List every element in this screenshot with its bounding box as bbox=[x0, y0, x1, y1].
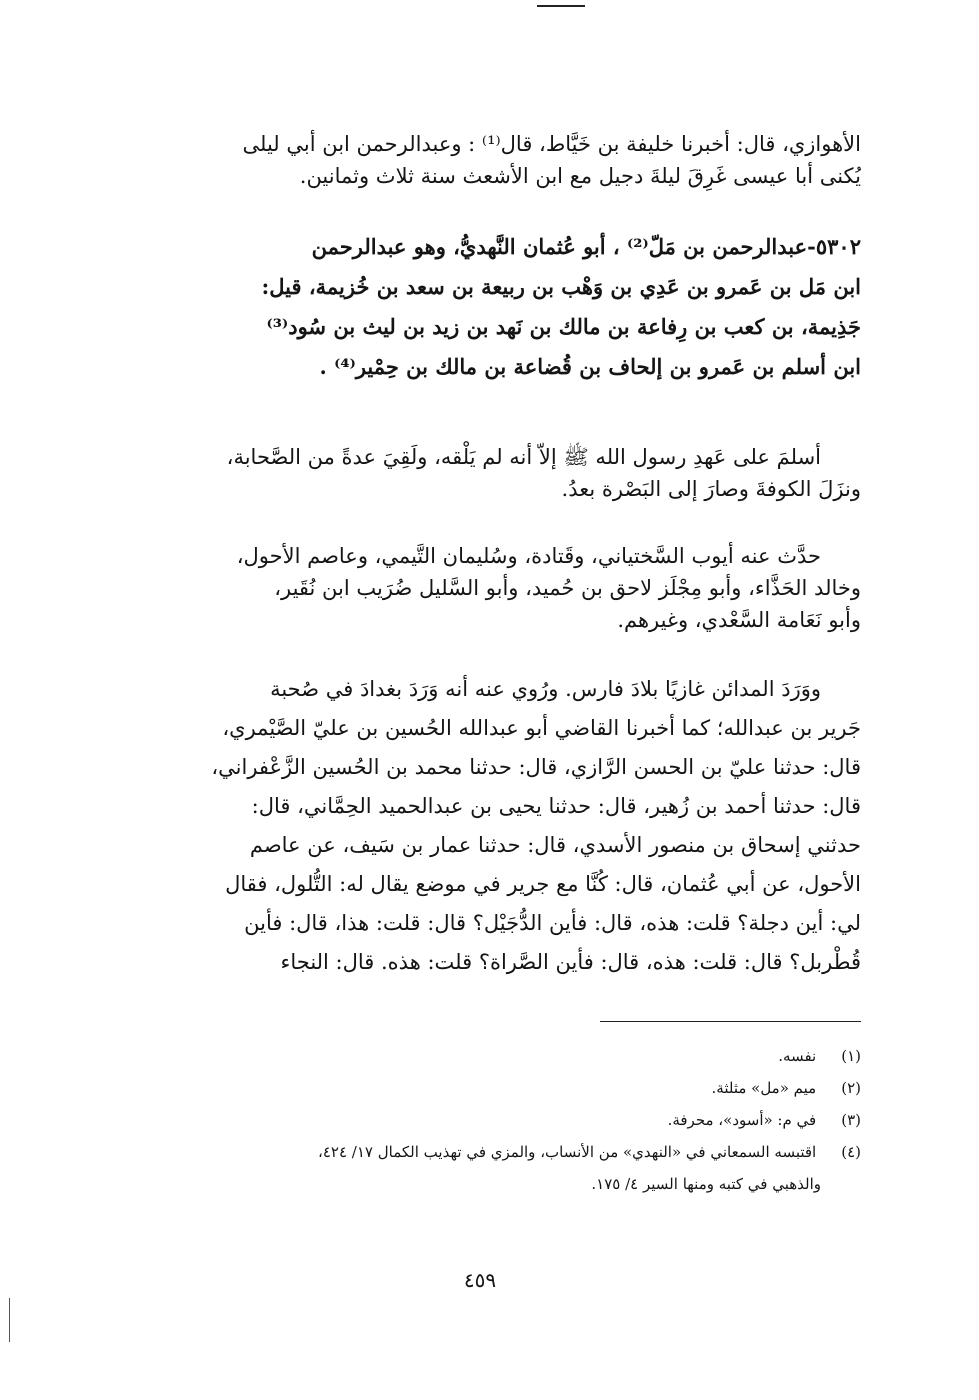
text-line: قال: حدثنا عليّ بن الحسن الرَّازي، قال: حدثنا محمد بن الحُسين الزَّعْفراني، bbox=[211, 755, 861, 779]
text-line: الأحول، عن أبي عُثمان، قال: كُنَّا مع جرير في موضع يقال له: التُّلول، فقال bbox=[225, 872, 861, 896]
entry-heading-line: ابن أسلم بن عَمرو بن إلحاف بن قُضاعة بن مالك بن حِمْير⁽⁴⁾ . bbox=[319, 354, 861, 379]
footnote-number: (٣) bbox=[841, 1111, 861, 1129]
paragraph-baghdad bbox=[148, 670, 861, 982]
footnote bbox=[140, 1136, 861, 1168]
text-line: وخالد الحَذَّاء، وأبو مِجْلَز لاحق بن حُميد، وأبو السَّليل ضُرَيب ابن نُقَير، bbox=[274, 576, 861, 600]
footnote-continuation: والذهبي في كتبه ومنها السير ٤/ ١٧٥. bbox=[591, 1175, 821, 1193]
entry-heading bbox=[148, 227, 861, 387]
entry-heading-line: ٥٣٠٢-عبدالرحمن بن مَلّ⁽²⁾ ، أبو عُثمان النَّهديُّ، وهو عبدالرحمن bbox=[311, 234, 861, 259]
text-line: يُكنى أبا عيسى غَرِقَ ليلةَ دجيل مع ابن الأشعث سنة ثلاث وثمانين. bbox=[299, 164, 861, 188]
text-line: حدَّث عنه أيوب السَّختياني، وقَتادة، وسُليمان التَّيمي، وعاصم الأحول، bbox=[236, 544, 821, 568]
footnote-number: (٤) bbox=[841, 1143, 861, 1161]
scan-margin-line bbox=[9, 1298, 10, 1342]
text-line: ووَرَدَ المدائن غازيًا بلادَ فارس. ورُوي عنه أنه وَرَدَ بغدادَ في صُحبة bbox=[270, 677, 821, 701]
page-number: ٤٥٩ bbox=[463, 1268, 497, 1292]
text-line: الأهوازي، قال: أخبرنا خليفة بن خَيَّاط، قال⁽¹⁾ : وعبدالرحمن ابن أبي ليلى bbox=[242, 132, 861, 156]
footnote bbox=[140, 1104, 861, 1136]
text-line: قال: حدثنا أحمد بن زُهير، قال: حدثنا يحيى بن عبدالحميد الحِمَّاني، قال: bbox=[251, 794, 861, 818]
footnote-text: في م: «أسود»، محرفة. bbox=[667, 1111, 817, 1129]
text-line: ونزَلَ الكوفةَ وصارَ إلى البَصْرة بعدُ. bbox=[561, 477, 861, 501]
footnote bbox=[140, 1040, 861, 1072]
footnote-text: ميم «مل» مثلثة. bbox=[711, 1079, 817, 1097]
text-line: جَرير بن عبدالله؛ كما أخبرنا القاضي أبو عبدالله الحُسين بن عليّ الصَّيْمري، bbox=[222, 716, 861, 740]
footnote bbox=[140, 1072, 861, 1104]
footnote-separator bbox=[600, 1021, 861, 1022]
paragraph-conversion bbox=[148, 441, 861, 505]
entry-heading-line: ابن مَل بن عَمرو بن عَدِي بن وَهْب بن ربيعة بن سعد بن خُزيمة، قيل: bbox=[261, 274, 861, 299]
footnote-text: نفسه. bbox=[778, 1047, 817, 1065]
footnotes bbox=[140, 1040, 861, 1200]
footnote-number: (٢) bbox=[841, 1079, 861, 1097]
top-rule bbox=[537, 5, 585, 7]
entry-heading-line: جَذِيمة، بن كعب بن رِفاعة بن مالك بن نَهد بن زيد بن ليث بن سُود⁽³⁾ bbox=[266, 314, 861, 339]
text-line: قُطْربل؟ قال: قلت: هذه، قال: فأين الصَّراة؟ قلت: هذه. قال: النجاء bbox=[280, 950, 861, 974]
text-line: وأبو نَعَامة السَّعْدي، وغيرهم. bbox=[617, 608, 861, 632]
text-line: حدثني إسحاق بن منصور الأسدي، قال: حدثنا عمار بن سَيف، عن عاصم bbox=[249, 833, 861, 857]
footnote-text: اقتبسه السمعاني في «النهدي» من الأنساب، والمزي في تهذيب الكمال ١٧/ ٤٢٤، bbox=[318, 1143, 817, 1161]
text-line: أسلمَ على عَهدِ رسول الله ﷺ إلاّ أنه لم يَلْقه، ولَقِيَ عدةً من الصَّحابة، bbox=[226, 445, 821, 469]
paragraph-narrators bbox=[148, 540, 861, 636]
text-line: لي: أين دجلة؟ قلت: هذه، قال: فأين الدُّجَيْل؟ قال: قلت: هذا، قال: فأين bbox=[244, 911, 861, 935]
footnote-number: (١) bbox=[841, 1047, 861, 1065]
intro-paragraph bbox=[148, 128, 861, 192]
